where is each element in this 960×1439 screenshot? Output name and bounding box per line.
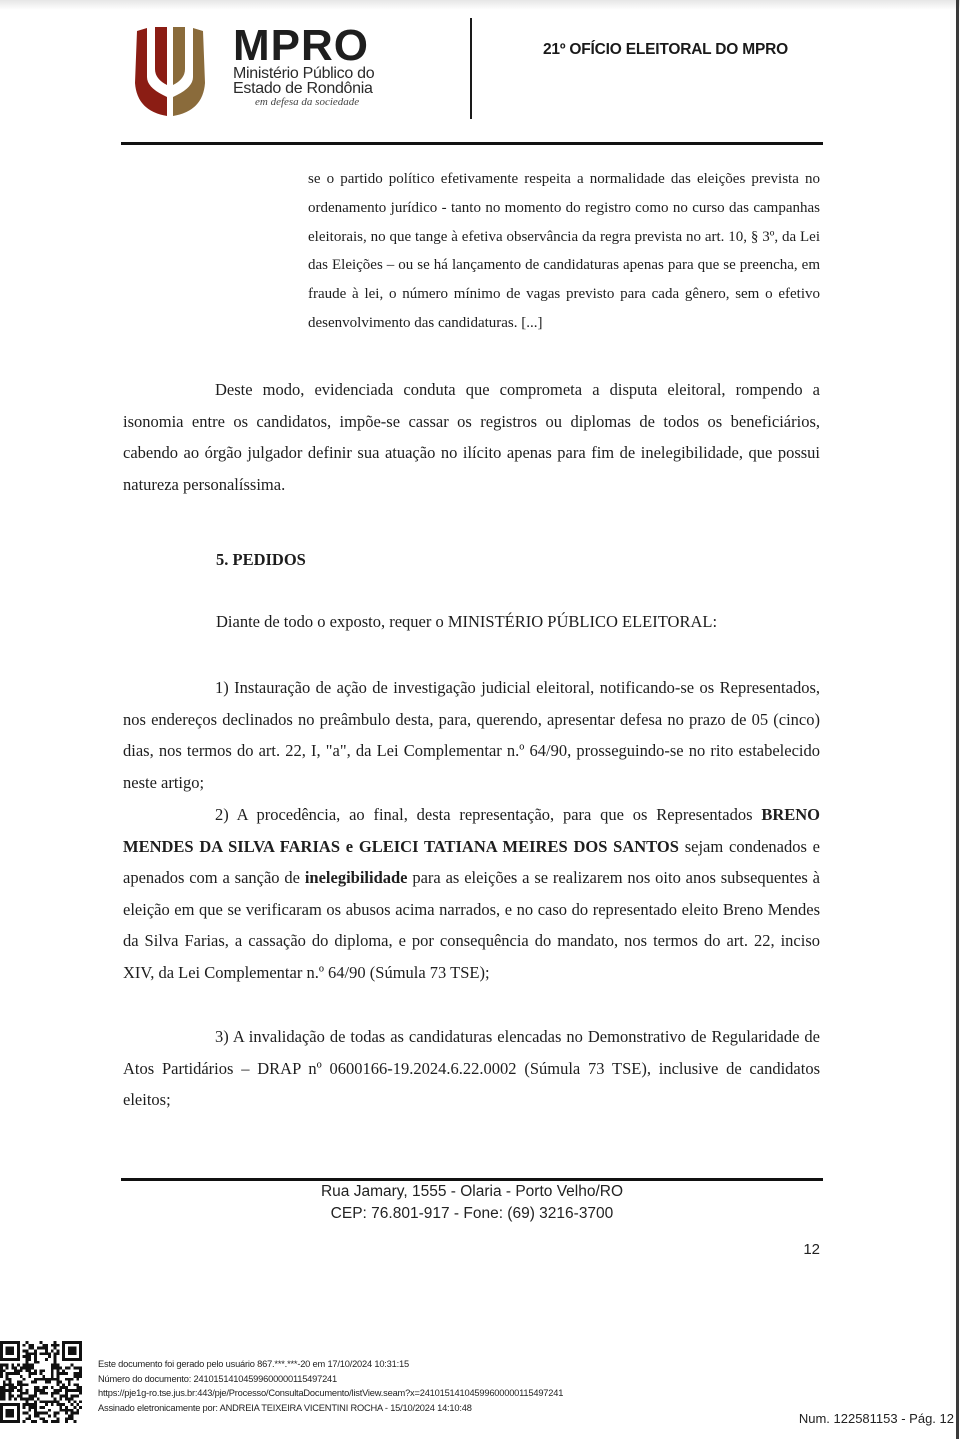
footer-contact: CEP: 76.801-917 - Fone: (69) 3216-3700	[330, 1205, 614, 1222]
requests-intro: Diante de todo o exposto, requer o MINISTÉRIO PÚBLICO ELEITORAL:	[216, 612, 718, 631]
header-divider	[470, 18, 472, 119]
request-item-1-text: 1) Instauração de ação de investigação judicial eleitoral, notificando-se os Representados, nos endereços declinados no preâmbulo desta, para, querendo, apresentar defesa no prazo de 05 (cinco) dias, nos termos do art. 22, I, "a", da Lei Complementar n.º 64/90, prosseguindo-se no rito estabelecido neste artigo;	[123, 678, 820, 792]
request-item-3-text: 3) A invalidação de todas as candidaturas elencadas no Demonstrativo de Regularidade de Atos Partidários – DRAP nº 0600166-19.2024.6.22.0002 (Súmula 73 TSE), inclusive de candidatos eleitos;	[123, 1027, 820, 1109]
pje-url[interactable]: https://pje1g-ro.tse.jus.br:443/pje/Processo/ConsultaDocumento/listView.seam?x=24101514104599600000115497241	[98, 1388, 564, 1399]
pje-generated: Este documento foi gerado pelo usuário 867.***.***-20 em 17/10/2024 10:31:15	[98, 1359, 409, 1369]
qr-code-icon[interactable]	[0, 1341, 82, 1423]
document-num-page: Num. 122581153 - Pág. 12	[798, 1411, 954, 1426]
quote-text: se o partido político efetivamente respeita a normalidade das eleições prevista no ordenamento jurídico - tanto no momento do registro como no curso das campanhas eleitorais, no que tange à efetiva observância da regra prevista no art. 10, § 3º, da Lei das Eleições – ou se há lançamento de candidaturas apenas para que se preencha, em fraude à lei, o número mínimo de vagas previsto para cada gênero, sem o efetivo desenvolvimento das candidaturas. [...]	[308, 171, 820, 331]
request-item-2	[123, 799, 820, 988]
footer-address: Rua Jamary, 1555 - Olaria - Porto Velho/RO	[320, 1183, 624, 1200]
paragraph-deste-text: Deste modo, evidenciada conduta que comprometa a disputa eleitoral, rompendo a isonomia entre os candidatos, impõe-se cassar os registros ou diplomas de todos os beneficiários, cabendo ao órgão julgador definir sua atuação no ilícito apenas para fim de inelegibilidade, que possui natureza personalíssima.	[123, 380, 820, 494]
paragraph-deste	[123, 374, 820, 500]
viewer-edge	[956, 0, 959, 1439]
representados-names: BRENO MENDES DA SILVA FARIAS e GLEICI TATIANA MEIRES DOS SANTOS	[123, 805, 820, 856]
logo-title: MPRO	[233, 21, 369, 70]
office-title: 21º OFÍCIO ELEITORAL DO MPRO	[543, 41, 788, 58]
page-number: 12	[803, 1241, 820, 1258]
logo-left-inner	[155, 27, 167, 85]
request-item-3	[123, 1021, 820, 1116]
footer-rule	[121, 1178, 823, 1181]
logo-line-2: Estado de Rondônia	[233, 80, 373, 97]
inelegibilidade-term: inelegibilidade	[304, 868, 408, 887]
pje-metadata	[98, 1357, 563, 1416]
pje-signed: Assinado eletronicamente por: ANDREIA TEIXEIRA VICENTINI ROCHA - 15/10/2024 14:10:48	[98, 1403, 472, 1414]
logo-right-inner	[173, 27, 185, 85]
request-item-1	[123, 672, 820, 798]
header-rule	[121, 142, 823, 145]
logo-line-1: Ministério Público do	[233, 65, 375, 82]
request-item-2-part-b: sejam condenados e apenados com a sanção de	[123, 836, 821, 887]
request-item-2-text	[123, 799, 820, 988]
pje-doc-number: Número do documento: 24101514104599600000115497241	[98, 1373, 337, 1384]
section-heading: 5. PEDIDOS	[216, 550, 306, 569]
request-item-2-part-a: 2) A procedência, ao final, desta representação, para que os Representados	[215, 805, 762, 824]
logo-slogan: em defesa da sociedade	[255, 96, 360, 108]
request-item-2-part-c: para as eleições a se realizarem nos oito anos subsequentes à eleição em que se verificaram os abusos acima narrados, e no caso do representado eleito Breno Mendes da Silva Farias, a cassação do diploma, e por consequência do mandato, nos termos do art. 22, inciso XIV, da Lei Complementar n.º 64/90 (Súmula 73 TSE);	[123, 868, 820, 982]
mpro-logo-icon	[133, 25, 207, 117]
logo-text	[233, 21, 375, 109]
top-shade	[0, 0, 960, 10]
block-quote	[308, 165, 820, 338]
